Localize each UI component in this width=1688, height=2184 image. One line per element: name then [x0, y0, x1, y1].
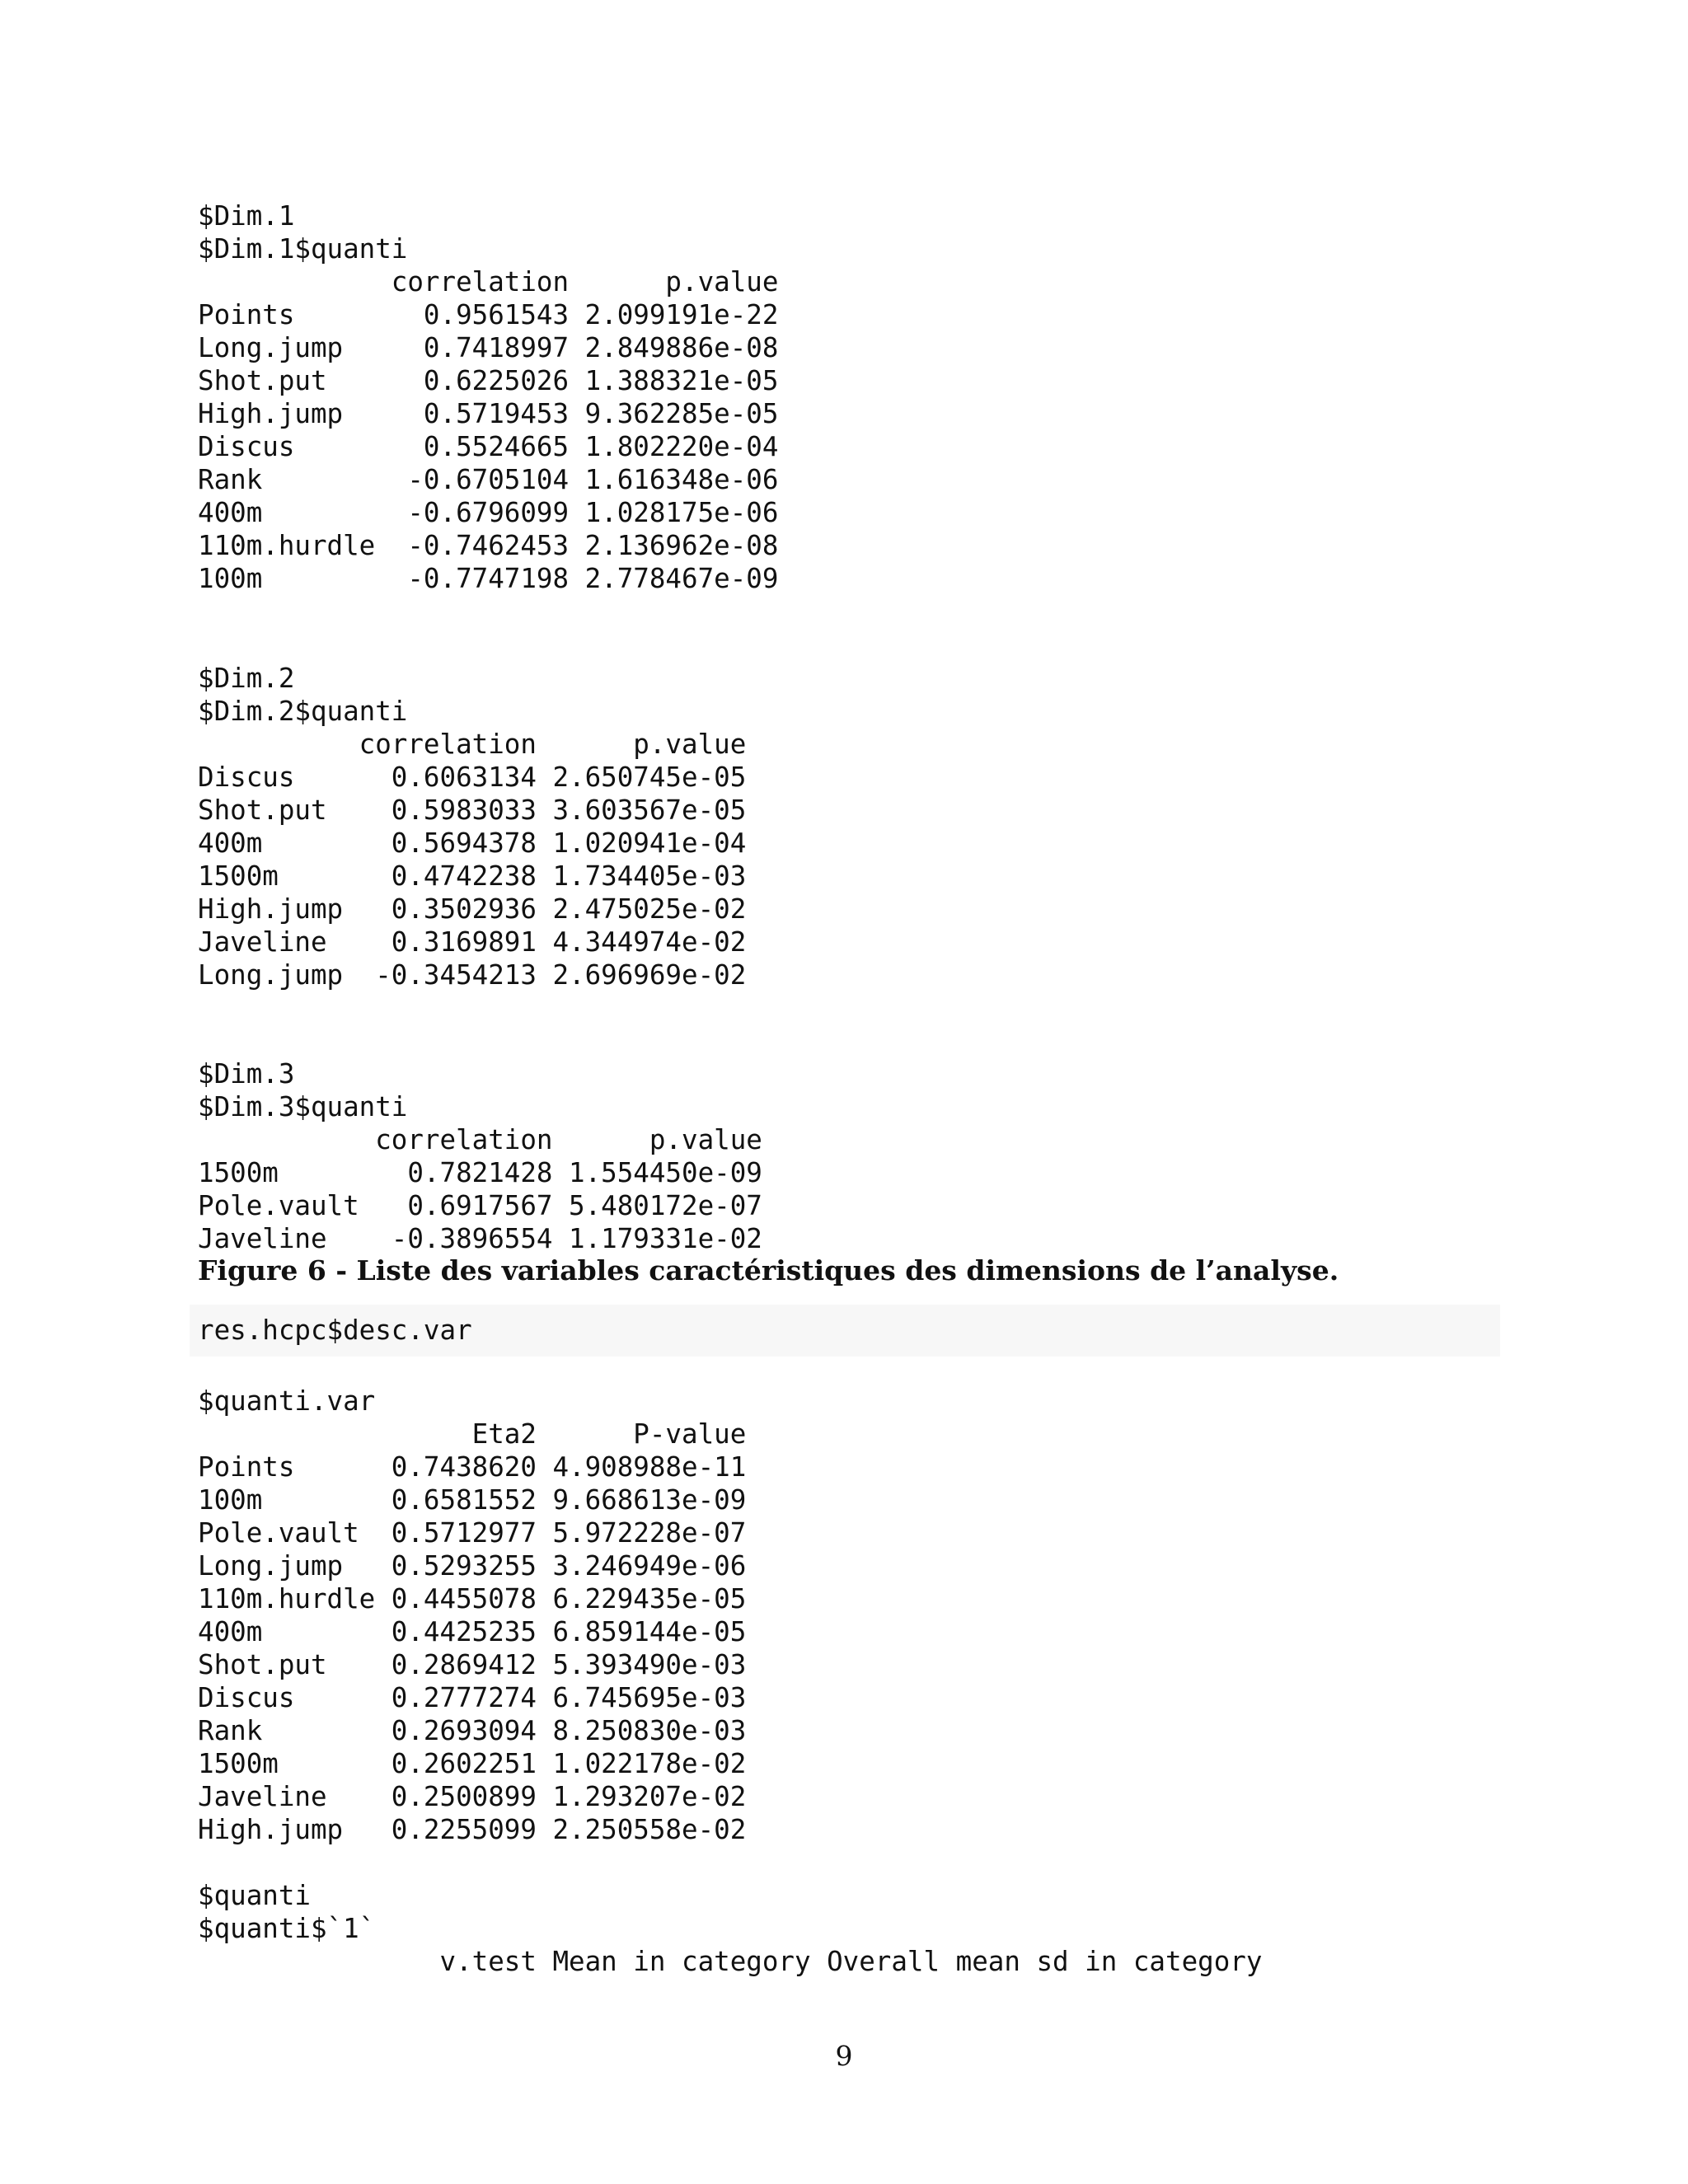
- table-row: 1500m 0.7821428 1.554450e-09: [198, 1157, 762, 1188]
- table-row: 110m.hurdle -0.7462453 2.136962e-08: [198, 530, 779, 561]
- table-row: High.jump 0.2255099 2.250558e-02: [198, 1814, 747, 1845]
- table-row: Long.jump 0.5293255 3.246949e-06: [198, 1550, 747, 1582]
- table-row: 400m 0.4425235 6.859144e-05: [198, 1616, 747, 1647]
- output-line: $quanti$`1`: [198, 1913, 376, 1944]
- table-header: correlation p.value: [198, 729, 747, 760]
- table-header: v.test Mean in category Overall mean sd in category: [198, 1946, 1263, 1977]
- table-row: Pole.vault 0.5712977 5.972228e-07: [198, 1517, 747, 1549]
- table-row: High.jump 0.3502936 2.475025e-02: [198, 893, 747, 925]
- table-row: Points 0.7438620 4.908988e-11: [198, 1451, 747, 1483]
- output-line: $quanti.var: [198, 1385, 376, 1417]
- figure-caption: Figure 6 - Liste des variables caractéristiques des dimensions de l’analyse.: [198, 1254, 1339, 1286]
- output-line: $Dim.3: [198, 1058, 295, 1090]
- table-row: Discus 0.2777274 6.745695e-03: [198, 1682, 747, 1713]
- table-row: Discus 0.5524665 1.802220e-04: [198, 431, 779, 462]
- table-row: Long.jump 0.7418997 2.849886e-08: [198, 332, 779, 363]
- output-line: $Dim.2$quanti: [198, 696, 408, 727]
- output-line: $Dim.1$quanti: [198, 233, 408, 265]
- table-row: Pole.vault 0.6917567 5.480172e-07: [198, 1190, 762, 1221]
- code-chunk: [190, 1305, 1500, 1357]
- output-line: $Dim.3$quanti: [198, 1091, 408, 1122]
- table-row: Javeline -0.3896554 1.179331e-02: [198, 1223, 762, 1254]
- table-row: 1500m 0.2602251 1.022178e-02: [198, 1748, 747, 1779]
- table-row: 400m -0.6796099 1.028175e-06: [198, 497, 779, 528]
- table-row: Rank -0.6705104 1.616348e-06: [198, 464, 779, 495]
- table-row: Javeline 0.2500899 1.293207e-02: [198, 1781, 747, 1812]
- code-line: res.hcpc$desc.var: [198, 1315, 472, 1346]
- table-row: 100m 0.6581552 9.668613e-09: [198, 1484, 747, 1516]
- page-number: 9: [835, 2040, 853, 2072]
- table-header: correlation p.value: [198, 1124, 762, 1155]
- table-row: Shot.put 0.2869412 5.393490e-03: [198, 1649, 747, 1680]
- table-row: Rank 0.2693094 8.250830e-03: [198, 1715, 747, 1746]
- table-row: Javeline 0.3169891 4.344974e-02: [198, 926, 747, 958]
- table-row: Discus 0.6063134 2.650745e-05: [198, 762, 747, 793]
- table-row: 400m 0.5694378 1.020941e-04: [198, 827, 747, 859]
- table-row: Long.jump -0.3454213 2.696969e-02: [198, 959, 747, 991]
- table-row: Points 0.9561543 2.099191e-22: [198, 299, 779, 330]
- table-row: 110m.hurdle 0.4455078 6.229435e-05: [198, 1583, 747, 1615]
- table-row: Shot.put 0.5983033 3.603567e-05: [198, 794, 747, 826]
- table-row: Shot.put 0.6225026 1.388321e-05: [198, 365, 779, 396]
- table-header: correlation p.value: [198, 266, 779, 298]
- table-row: 1500m 0.4742238 1.734405e-03: [198, 860, 747, 892]
- output-line: $Dim.2: [198, 663, 295, 694]
- output-line: $quanti: [198, 1880, 311, 1911]
- table-header: Eta2 P-value: [198, 1418, 747, 1450]
- table-row: 100m -0.7747198 2.778467e-09: [198, 563, 779, 594]
- table-row: High.jump 0.5719453 9.362285e-05: [198, 398, 779, 429]
- output-line: $Dim.1: [198, 200, 295, 232]
